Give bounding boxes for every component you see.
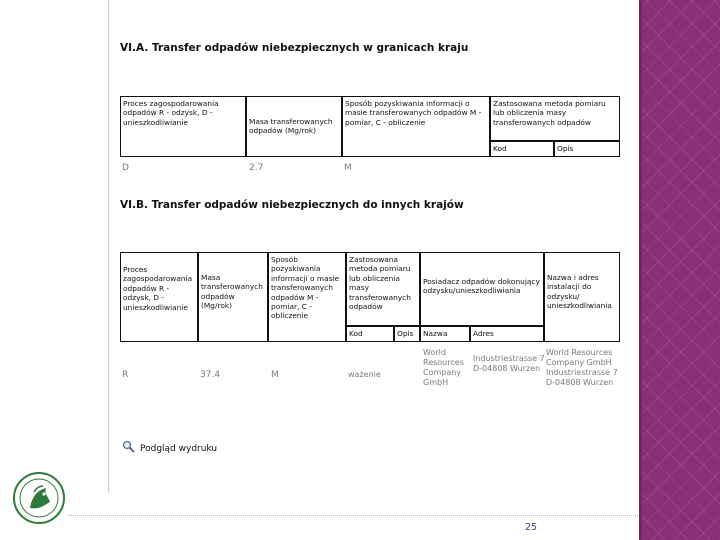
a-header-opis: Opis <box>554 141 620 157</box>
b-header-masa: Masa transferowanych odpadów (Mg/rok) <box>198 252 268 342</box>
a-header-proces: Proces zagospodarowania odpadów R - odzysk, D - unieszkodliwianie <box>120 96 246 157</box>
b-header-metoda: Zastosowana metoda pomiaru lub obliczenia masy transferowanych odpadów <box>346 252 420 326</box>
b-value-adres: Industriestrasse 7 D-04808 Wurzen <box>473 354 545 373</box>
print-preview-label: Podgląd wydruku <box>140 443 218 454</box>
b-header-nazwa: Nazwa <box>420 326 470 342</box>
b-value-nazwa-adres: World Resources Company GmbH Industriestrasse 7 D-04808 Wurzen <box>546 348 618 387</box>
b-value-masa: 37.4 <box>200 370 221 380</box>
section-b-title: VI.B. Transfer odpadów niebezpiecznych do innych krajów <box>120 199 464 211</box>
print-preview-icon <box>122 440 136 457</box>
print-preview-link[interactable] <box>122 440 217 457</box>
a-header-metoda: Zastosowana metoda pomiaru lub obliczenia masy transferowanych odpadów <box>490 96 620 141</box>
a-header-sposob: Sposób pozyskiwania informacji o masie transferowanych odpadów M - pomiar, C - obliczenie <box>342 96 490 157</box>
a-header-masa: Masa transferowanych odpadów (Mg/rok) <box>246 96 342 157</box>
section-a-title: VI.A. Transfer odpadów niebezpiecznych w granicach kraju <box>120 42 469 54</box>
b-value-sposob: M <box>271 370 279 380</box>
b-header-adres: Adres <box>470 326 544 342</box>
footer-divider <box>68 515 640 516</box>
b-header-sposob: Sposób pozyskiwania informacji o masie transferowanych odpadów M - pomiar, C - obliczenie <box>268 252 346 342</box>
b-value-kod: ważenie <box>348 370 381 379</box>
a-value-proces: D <box>122 163 129 173</box>
b-value-nazwa: World Resources Company GmbH <box>423 348 464 387</box>
a-header-kod: Kod <box>490 141 554 157</box>
b-header-kod: Kod <box>346 326 394 342</box>
b-header-opis: Opis <box>394 326 420 342</box>
decorative-side-pattern <box>642 0 720 540</box>
a-value-masa: 2.7 <box>249 163 264 173</box>
b-header-posiadacz: Posiadacz odpadów dokonujący odzysku/unieszkodliwiania <box>420 252 544 326</box>
b-header-nazwa-adres: Nazwa i adres instalacji do odzysku/ unieszkodliwiania <box>544 252 620 342</box>
content-border-left <box>108 0 109 492</box>
page-number: 25 <box>525 522 538 533</box>
a-value-sposob: M <box>344 163 352 173</box>
emblem-logo <box>10 470 68 526</box>
b-header-proces: Proces zagospodarowania odpadów R - odzysk, D - unieszkodliwianie <box>120 252 198 342</box>
b-value-proces: R <box>122 370 129 380</box>
